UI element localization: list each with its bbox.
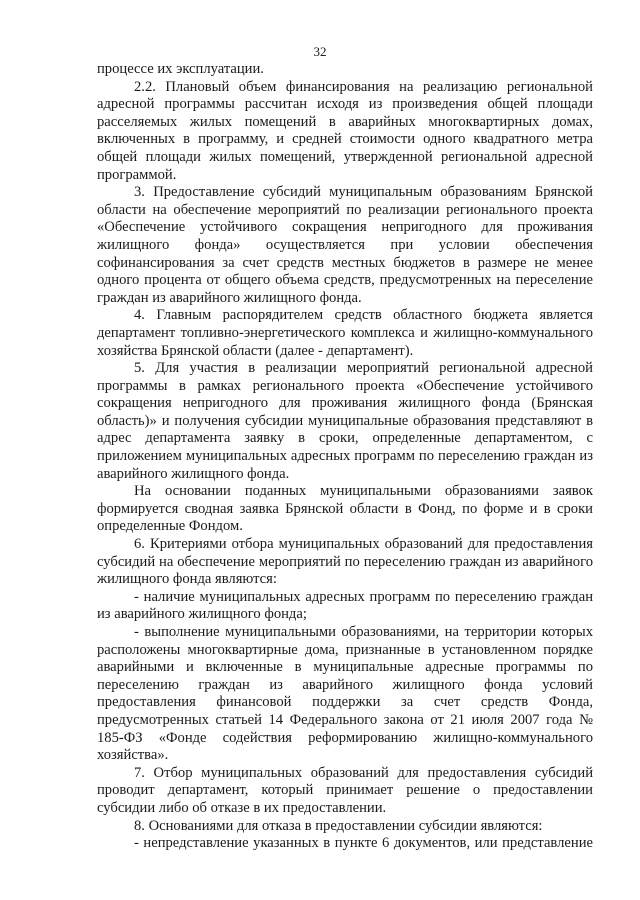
- paragraph-4-manager: 4. Главным распорядителем средств областного бюджета является департамент топливно-энергетического комплекса и жилищно-коммунального хозяйства Брянской области (далее - департамент).: [97, 307, 593, 359]
- paragraph-criterion-conditions: - выполнение муниципальными образованиями, на территории которых расположены многоквартирные дома, признанные в установленном порядке аварийными и включенные в муниципальные адресные программы по переселению граждан из аварийного жилищного фонда условий предоставления финансовой поддержки за счет средств Фонда, предусмотренных статьей 14 Федерального закона от 21 июля 2007 года № 185-ФЗ «Фонде содействия реформированию жилищно-коммунального хозяйства».: [97, 624, 593, 764]
- paragraph-3-subsidies: 3. Предоставление субсидий муниципальным образованиям Брянской области на обеспечение мероприятий по реализации регионального проекта «Обеспечение устойчивого сокращения непригодного для проживания жилищного фонда» осуществляется при условии обеспечения софинансирования за счет средств местных бюджетов в размере не менее одного процента от общего объема средств, предусмотренных на переселение граждан из аварийного жилищного фонда.: [97, 184, 593, 306]
- paragraph-consolidated-application: На основании поданных муниципальными образованиями заявок формируется сводная заявка Брянской области в Фонд, по форме и в сроки определенные Фондом.: [97, 483, 593, 535]
- paragraph-criterion-programs: - наличие муниципальных адресных программ по переселению граждан из аварийного жилищного фонда;: [97, 588, 593, 623]
- paragraph-5-participation: 5. Для участия в реализации мероприятий региональной адресной программы в рамках регионального проекта «Обеспечение устойчивого сокращения непригодного для проживания жилищного фонда (Брянская область)» и получения субсидии муниципальные образования представляют в адрес департамента заявку в сроки, определенные департаментом, с приложением муниципальных адресных программ по переселению граждан из аварийного жилищного фонда.: [97, 360, 593, 482]
- paragraph-8-refusal-grounds: 8. Основаниями для отказа в предоставлении субсидии являются:: [134, 817, 543, 834]
- paragraph-refusal-item: - непредставление указанных в пункте 6 документов, или представление: [134, 835, 593, 852]
- paragraph-6-criteria: 6. Критериями отбора муниципальных образований для предоставления субсидий на обеспечение мероприятий по переселению граждан из аварийного жилищного фонда являются:: [97, 536, 593, 588]
- page-number: 32: [313, 44, 327, 59]
- document-body: [97, 61, 593, 853]
- paragraph-2-2-financing: 2.2. Плановый объем финансирования на реализацию региональной адресной программы рассчитан исходя из произведения общей площади расселяемых жилых помещений в аварийных многоквартирных домах, включенных в программу, и средней стоимости одного квадратного метра общей площади жилых помещений, утвержденной региональной адресной программой.: [97, 78, 593, 183]
- paragraph-continuation: процессе их эксплуатации.: [97, 61, 264, 77]
- paragraph-7-selection: 7. Отбор муниципальных образований для предоставления субсидий проводит департамент, который принимает решение о предоставлении субсидии либо об отказе в их предоставлении.: [97, 764, 593, 816]
